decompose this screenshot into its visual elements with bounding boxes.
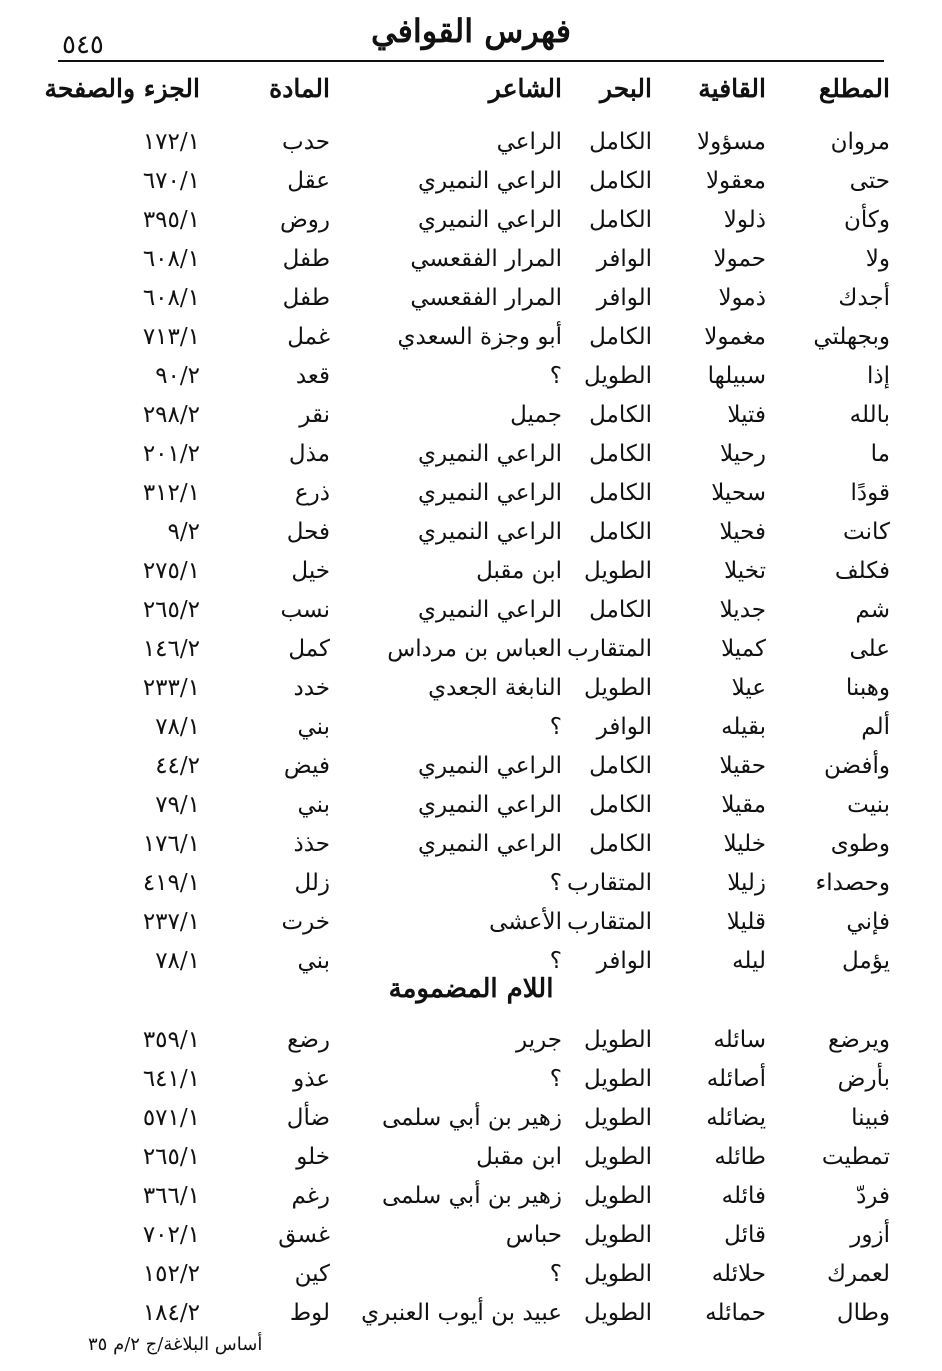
cell-madda: غمل bbox=[287, 324, 330, 350]
cell-shaer: ؟ bbox=[549, 948, 562, 974]
cell-madda: خلو bbox=[296, 1144, 330, 1170]
cell-bahr: الكامل bbox=[589, 129, 652, 155]
cell-bahr: الطويل bbox=[584, 1027, 652, 1053]
table-row bbox=[0, 1060, 942, 1098]
table-row bbox=[0, 474, 942, 512]
cell-matla: شم bbox=[855, 597, 890, 623]
header-rule bbox=[58, 60, 884, 62]
cell-matla: وأفضن bbox=[824, 753, 890, 779]
cell-madda: طفل bbox=[282, 285, 330, 311]
cell-bahr: الوافر bbox=[596, 285, 652, 311]
cell-madda: بني bbox=[297, 792, 330, 818]
cell-shaer: الراعي النميري bbox=[418, 792, 562, 818]
cell-matla: بنيت bbox=[847, 792, 890, 818]
cell-bahr: المتقارب bbox=[566, 909, 652, 935]
table-row bbox=[0, 357, 942, 395]
cell-shaer: الراعي النميري bbox=[418, 168, 562, 194]
table-row bbox=[0, 513, 942, 551]
cell-madda: قعد bbox=[295, 363, 330, 389]
table-row bbox=[0, 1216, 942, 1254]
cell-matla: يؤمل bbox=[841, 948, 890, 974]
cell-shaer: ؟ bbox=[549, 1261, 562, 1287]
table-row bbox=[0, 435, 942, 473]
cell-juz: ٤١٩/١ bbox=[142, 870, 200, 896]
cell-qafia: فتيلا bbox=[727, 402, 766, 428]
cell-matla: إذا bbox=[866, 363, 890, 389]
cell-juz: ٦٧٠/١ bbox=[142, 168, 200, 194]
cell-matla: قودًا bbox=[850, 480, 890, 506]
cell-juz: ٣١٢/١ bbox=[142, 480, 200, 506]
cell-qafia: مسؤولا bbox=[697, 129, 766, 155]
cell-madda: زلل bbox=[294, 870, 330, 896]
cell-matla: لعمرك bbox=[826, 1261, 890, 1287]
cell-madda: ذرع bbox=[294, 480, 330, 506]
cell-juz: ٢٠١/٢ bbox=[142, 441, 200, 467]
table-row bbox=[0, 552, 942, 590]
cell-matla: حتى bbox=[849, 168, 890, 194]
cell-qafia: قليلا bbox=[726, 909, 766, 935]
table-row bbox=[0, 123, 942, 161]
cell-shaer: النابغة الجعدي bbox=[428, 675, 562, 701]
cell-juz: ٣٥٩/١ bbox=[142, 1027, 200, 1053]
cell-madda: لوط bbox=[289, 1300, 330, 1326]
cell-shaer: أبو وجزة السعدي bbox=[397, 324, 562, 350]
cell-matla: على bbox=[849, 636, 890, 662]
cell-juz: ٩/٢ bbox=[167, 519, 200, 545]
cell-qafia: ليله bbox=[732, 948, 766, 974]
cell-shaer: ؟ bbox=[549, 714, 562, 740]
cell-qafia: ذمولا bbox=[718, 285, 766, 311]
table-row bbox=[0, 630, 942, 668]
cell-qafia: جديلا bbox=[719, 597, 766, 623]
cell-shaer: الراعي النميري bbox=[418, 831, 562, 857]
cell-madda: كين bbox=[294, 1261, 330, 1287]
cell-qafia: حمائله bbox=[705, 1300, 766, 1326]
table-row bbox=[0, 1255, 942, 1293]
table-row bbox=[0, 1099, 942, 1137]
cell-juz: ٧٩/١ bbox=[155, 792, 200, 818]
cell-shaer: ؟ bbox=[549, 363, 562, 389]
table-row bbox=[0, 747, 942, 785]
table-row bbox=[0, 318, 942, 356]
cell-madda: خرت bbox=[281, 909, 330, 935]
cell-shaer: جميل bbox=[510, 402, 562, 428]
cell-shaer: حباس bbox=[505, 1222, 562, 1248]
cell-juz: ٢٦٥/٢ bbox=[142, 597, 200, 623]
cell-juz: ٧٨/١ bbox=[155, 714, 200, 740]
cell-bahr: الكامل bbox=[589, 402, 652, 428]
table-row bbox=[0, 669, 942, 707]
cell-matla: وحصداء bbox=[815, 870, 890, 896]
cell-matla: فإني bbox=[846, 909, 890, 935]
cell-madda: روض bbox=[279, 207, 330, 233]
cell-qafia: بقيله bbox=[721, 714, 766, 740]
cell-matla: فبينا bbox=[851, 1105, 890, 1131]
table-row bbox=[0, 708, 942, 746]
table-row bbox=[0, 201, 942, 239]
cell-matla: فردّ bbox=[856, 1183, 890, 1209]
cell-qafia: سحيلا bbox=[711, 480, 766, 506]
cell-bahr: الكامل bbox=[589, 207, 652, 233]
cell-shaer: جرير bbox=[516, 1027, 562, 1053]
cell-qafia: حقيلا bbox=[719, 753, 766, 779]
cell-juz: ١٥٢/٢ bbox=[142, 1261, 200, 1287]
cell-juz: ٦٤١/١ bbox=[142, 1066, 200, 1092]
cell-matla: وكأن bbox=[844, 207, 890, 233]
cell-bahr: المتقارب bbox=[566, 636, 652, 662]
cell-qafia: طائله bbox=[714, 1144, 766, 1170]
cell-shaer: زهير بن أبي سلمى bbox=[381, 1105, 562, 1131]
cell-bahr: الكامل bbox=[589, 441, 652, 467]
cell-juz: ٩٠/٢ bbox=[155, 363, 200, 389]
cell-juz: ٧٠٢/١ bbox=[142, 1222, 200, 1248]
cell-juz: ٦٠٨/١ bbox=[142, 246, 200, 272]
cell-qafia: فائله bbox=[721, 1183, 766, 1209]
cell-qafia: رحيلا bbox=[720, 441, 766, 467]
cell-bahr: الكامل bbox=[589, 753, 652, 779]
cell-matla: ويرضع bbox=[828, 1027, 890, 1053]
table-row bbox=[0, 240, 942, 278]
cell-bahr: الكامل bbox=[589, 168, 652, 194]
cell-madda: رغم bbox=[291, 1183, 330, 1209]
cell-matla: أزور bbox=[850, 1222, 890, 1248]
cell-qafia: سبيلها bbox=[707, 363, 766, 389]
cell-shaer: الراعي النميري bbox=[418, 207, 562, 233]
table-row bbox=[0, 591, 942, 629]
cell-shaer: المرار الفقعسي bbox=[410, 285, 562, 311]
cell-shaer: ؟ bbox=[549, 870, 562, 896]
cell-matla: ألم bbox=[861, 714, 890, 740]
cell-qafia: حمولا bbox=[713, 246, 766, 272]
cell-juz: ١٨٤/٢ bbox=[142, 1300, 200, 1326]
section-heading: اللام المضمومة bbox=[388, 974, 554, 1004]
table-row bbox=[0, 162, 942, 200]
cell-juz: ٢٣٣/١ bbox=[142, 675, 200, 701]
cell-juz: ٧١٣/١ bbox=[142, 324, 200, 350]
cell-madda: نسب bbox=[280, 597, 330, 623]
table-row bbox=[0, 279, 942, 317]
cell-madda: مذل bbox=[288, 441, 330, 467]
cell-juz: ٢٩٨/٢ bbox=[142, 402, 200, 428]
cell-matla: كانت bbox=[843, 519, 890, 545]
header-shaer: الشاعر bbox=[488, 74, 562, 103]
cell-bahr: الطويل bbox=[584, 1222, 652, 1248]
cell-shaer: ابن مقبل bbox=[476, 558, 562, 584]
table-row bbox=[0, 825, 942, 863]
cell-madda: فحل bbox=[286, 519, 330, 545]
cell-juz: ١٤٦/٢ bbox=[142, 636, 200, 662]
cell-madda: فيض bbox=[283, 753, 330, 779]
cell-qafia: تخيلا bbox=[724, 558, 766, 584]
cell-madda: حدب bbox=[282, 129, 330, 155]
cell-matla: وهبنا bbox=[845, 675, 890, 701]
cell-juz: ٥٧١/١ bbox=[142, 1105, 200, 1131]
cell-juz: ٤٤/٢ bbox=[155, 753, 200, 779]
cell-madda: ضأل bbox=[286, 1105, 330, 1131]
cell-shaer: العباس بن مرداس bbox=[387, 636, 562, 662]
page-title: فهرس القوافي bbox=[370, 12, 572, 50]
cell-shaer: ابن مقبل bbox=[476, 1144, 562, 1170]
cell-shaer: الراعي النميري bbox=[418, 441, 562, 467]
cell-qafia: خليلا bbox=[723, 831, 766, 857]
cell-matla: ما bbox=[870, 441, 890, 467]
cell-bahr: الكامل bbox=[589, 519, 652, 545]
table-row bbox=[0, 396, 942, 434]
table-row bbox=[0, 1021, 942, 1059]
cell-qafia: حلائله bbox=[711, 1261, 766, 1287]
table-row bbox=[0, 864, 942, 902]
cell-juz: ٦٠٨/١ bbox=[142, 285, 200, 311]
cell-qafia: كميلا bbox=[721, 636, 766, 662]
cell-bahr: الوافر bbox=[596, 246, 652, 272]
cell-qafia: قائل bbox=[724, 1222, 766, 1248]
cell-bahr: الطويل bbox=[584, 1261, 652, 1287]
cell-bahr: الطويل bbox=[584, 1144, 652, 1170]
cell-madda: نقر bbox=[299, 402, 330, 428]
cell-juz: ٢٦٥/١ bbox=[142, 1144, 200, 1170]
cell-matla: وبجهلتي bbox=[813, 324, 890, 350]
cell-shaer: ؟ bbox=[549, 1066, 562, 1092]
cell-qafia: سائله bbox=[713, 1027, 766, 1053]
cell-bahr: الطويل bbox=[584, 363, 652, 389]
cell-shaer: الراعي النميري bbox=[418, 597, 562, 623]
cell-bahr: الكامل bbox=[589, 792, 652, 818]
cell-matla: فكلف bbox=[834, 558, 890, 584]
cell-madda: عقل bbox=[287, 168, 330, 194]
cell-madda: كمل bbox=[288, 636, 330, 662]
cell-matla: مروان bbox=[830, 129, 890, 155]
cell-madda: بني bbox=[297, 948, 330, 974]
cell-qafia: فحيلا bbox=[719, 519, 766, 545]
cell-madda: رضع bbox=[287, 1027, 330, 1053]
header-juz: الجزء والصفحة bbox=[44, 74, 200, 103]
column-headers bbox=[0, 70, 942, 108]
cell-madda: خدد bbox=[293, 675, 330, 701]
cell-shaer: عبيد بن أيوب العنبري bbox=[361, 1300, 562, 1326]
cell-bahr: الكامل bbox=[589, 831, 652, 857]
cell-matla: تمطيت bbox=[821, 1144, 890, 1170]
cell-madda: حذذ bbox=[293, 831, 330, 857]
cell-matla: أجدك bbox=[838, 285, 890, 311]
cell-qafia: مغمولا bbox=[704, 324, 766, 350]
cell-bahr: الكامل bbox=[589, 597, 652, 623]
cell-bahr: الطويل bbox=[584, 1066, 652, 1092]
header-matla: المطلع bbox=[818, 74, 890, 103]
cell-qafia: معقولا bbox=[705, 168, 766, 194]
cell-juz: ٣٩٥/١ bbox=[142, 207, 200, 233]
cell-madda: طفل bbox=[282, 246, 330, 272]
cell-bahr: الطويل bbox=[584, 1300, 652, 1326]
cell-qafia: يضائله bbox=[706, 1105, 766, 1131]
cell-qafia: زليلا bbox=[727, 870, 766, 896]
cell-juz: ١٧٢/١ bbox=[142, 129, 200, 155]
cell-matla: ولا bbox=[865, 246, 890, 272]
cell-madda: بني bbox=[297, 714, 330, 740]
table-row bbox=[0, 903, 942, 941]
cell-juz: ٢٣٧/١ bbox=[142, 909, 200, 935]
cell-juz: ٧٨/١ bbox=[155, 948, 200, 974]
cell-juz: ٢٧٥/١ bbox=[142, 558, 200, 584]
cell-qafia: مقيلا bbox=[721, 792, 766, 818]
cell-bahr: الطويل bbox=[584, 1183, 652, 1209]
cell-bahr: الكامل bbox=[589, 324, 652, 350]
page-number: ٥٤٥ bbox=[62, 30, 104, 60]
cell-matla: وطوى bbox=[830, 831, 890, 857]
table-row bbox=[0, 786, 942, 824]
cell-madda: عذو bbox=[293, 1066, 330, 1092]
cell-madda: خيل bbox=[291, 558, 330, 584]
cell-bahr: الطويل bbox=[584, 1105, 652, 1131]
cell-bahr: الطويل bbox=[584, 558, 652, 584]
cell-qafia: عيلا bbox=[731, 675, 766, 701]
cell-qafia: ذلولا bbox=[723, 207, 766, 233]
cell-matla: بأرض bbox=[837, 1066, 890, 1092]
table-row bbox=[0, 1138, 942, 1176]
cell-matla: وطال bbox=[836, 1300, 890, 1326]
cell-juz: ٣٦٦/١ bbox=[142, 1183, 200, 1209]
header-madda: المادة bbox=[269, 74, 330, 103]
cell-qafia: أصائله bbox=[706, 1066, 766, 1092]
header-qafia: القافية bbox=[698, 74, 766, 103]
table-row bbox=[0, 1294, 942, 1332]
cell-shaer: الراعي bbox=[496, 129, 562, 155]
cell-bahr: الكامل bbox=[589, 480, 652, 506]
cell-shaer: الراعي النميري bbox=[418, 753, 562, 779]
cell-bahr: الطويل bbox=[584, 675, 652, 701]
cell-juz: ١٧٦/١ bbox=[142, 831, 200, 857]
header-bahr: البحر bbox=[599, 74, 652, 103]
table-row bbox=[0, 1177, 942, 1215]
cell-bahr: الوافر bbox=[596, 948, 652, 974]
cell-madda: غسق bbox=[278, 1222, 330, 1248]
cell-shaer: الأعشى bbox=[489, 909, 562, 935]
cell-shaer: زهير بن أبي سلمى bbox=[381, 1183, 562, 1209]
cell-bahr: الوافر bbox=[596, 714, 652, 740]
footer-note: أساس البلاغة/ج ٢/م ٣٥ bbox=[88, 1334, 263, 1355]
cell-matla: بالله bbox=[849, 402, 890, 428]
cell-bahr: المتقارب bbox=[566, 870, 652, 896]
cell-shaer: الراعي النميري bbox=[418, 519, 562, 545]
cell-shaer: المرار الفقعسي bbox=[410, 246, 562, 272]
cell-shaer: الراعي النميري bbox=[418, 480, 562, 506]
